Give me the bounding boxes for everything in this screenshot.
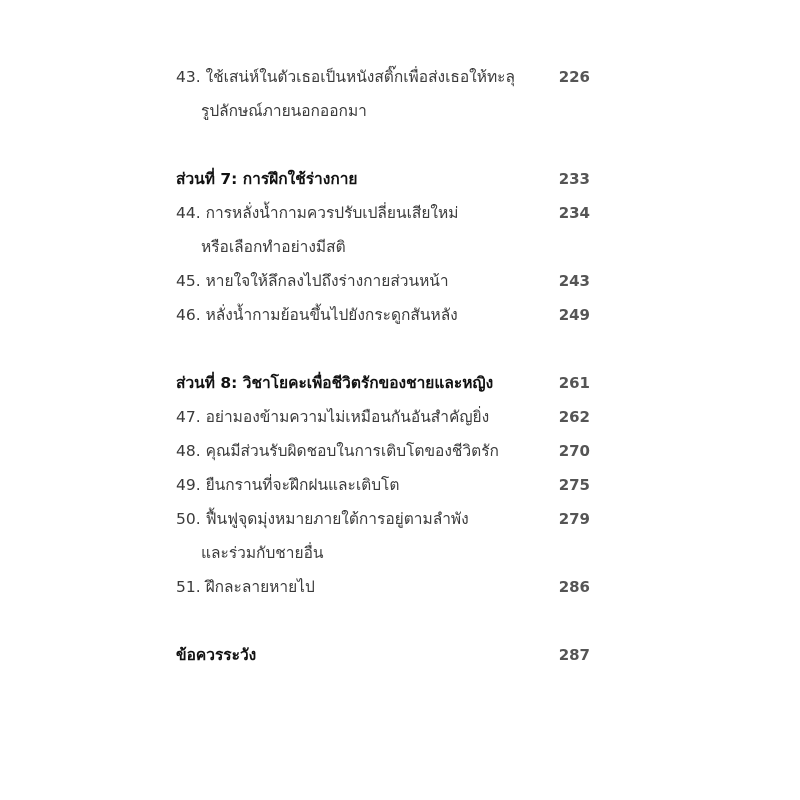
- toc-entry-title: 47. อย่ามองข้ามความไม่เหมือนกันอันสำคัญยิ่ง: [176, 408, 490, 426]
- table-of-contents: [176, 62, 590, 674]
- toc-entry-title: 50. ฟื้นฟูจุดมุ่งหมายภายใต้การอยู่ตามลำพัง: [176, 510, 469, 528]
- toc-entry-title-continued: หรือเลือกทำอย่างมีสติ: [201, 238, 346, 256]
- toc-page-number: 287: [558, 646, 590, 664]
- toc-entry-title: 48. คุณมีส่วนรับผิดชอบในการเติบโตของชีวิตรัก: [176, 442, 499, 460]
- toc-page-number: 249: [558, 306, 590, 324]
- toc-page-number: 275: [558, 476, 590, 494]
- toc-page-number: 262: [558, 408, 590, 426]
- toc-entry-46[interactable]: [176, 300, 590, 334]
- toc-entry-51[interactable]: [176, 572, 590, 606]
- toc-entry-48[interactable]: [176, 436, 590, 470]
- toc-page-number: 270: [558, 442, 590, 460]
- toc-entry-50[interactable]: [176, 504, 590, 538]
- toc-section-title: ข้อควรระวัง: [176, 646, 257, 664]
- toc-entry-43-continued: [176, 96, 590, 130]
- toc-entry-title: 44. การหลั่งน้ำกามควรปรับเปลี่ยนเสียใหม่: [176, 204, 459, 222]
- toc-entry-45[interactable]: [176, 266, 590, 300]
- toc-section-title: ส่วนที่ 8: วิชาโยคะเพื่อชีวิตรักของชายและหญิง: [176, 374, 494, 392]
- toc-entry-44[interactable]: [176, 198, 590, 232]
- toc-entry-title-continued: รูปลักษณ์ภายนอกออกมา: [201, 102, 367, 120]
- section-gap: [176, 606, 590, 640]
- toc-entry-title: 43. ใช้เสน่ห์ในตัวเธอเป็นหนังสติ๊กเพื่อส่งเธอให้ทะลุ: [176, 68, 516, 86]
- toc-entry-title-continued: และร่วมกับชายอื่น: [201, 544, 324, 562]
- toc-entry-50-continued: [176, 538, 590, 572]
- toc-page-number: 226: [558, 68, 590, 86]
- toc-section-7[interactable]: [176, 164, 590, 198]
- toc-section-title: ส่วนที่ 7: การฝึกใช้ร่างกาย: [176, 170, 358, 188]
- toc-entry-title: 45. หายใจให้ลึกลงไปถึงร่างกายส่วนหน้า: [176, 272, 449, 290]
- toc-page-number: 261: [558, 374, 590, 392]
- toc-page-number: 233: [558, 170, 590, 188]
- toc-entry-47[interactable]: [176, 402, 590, 436]
- toc-entry-title: 46. หลั่งน้ำกามย้อนขึ้นไปยังกระดูกสันหลัง: [176, 306, 458, 324]
- toc-page-number: 243: [558, 272, 590, 290]
- toc-entry-49[interactable]: [176, 470, 590, 504]
- toc-section-8[interactable]: [176, 368, 590, 402]
- toc-entry-43[interactable]: [176, 62, 590, 96]
- toc-page-number: 279: [558, 510, 590, 528]
- toc-page-number: 286: [558, 578, 590, 596]
- toc-entry-title: 49. ยืนกรานที่จะฝึกฝนและเติบโต: [176, 476, 400, 494]
- toc-entry-44-continued: [176, 232, 590, 266]
- section-gap: [176, 130, 590, 164]
- toc-entry-title: 51. ฝึกละลายหายไป: [176, 578, 315, 596]
- section-gap: [176, 334, 590, 368]
- toc-page-number: 234: [558, 204, 590, 222]
- toc-section-caution[interactable]: [176, 640, 590, 674]
